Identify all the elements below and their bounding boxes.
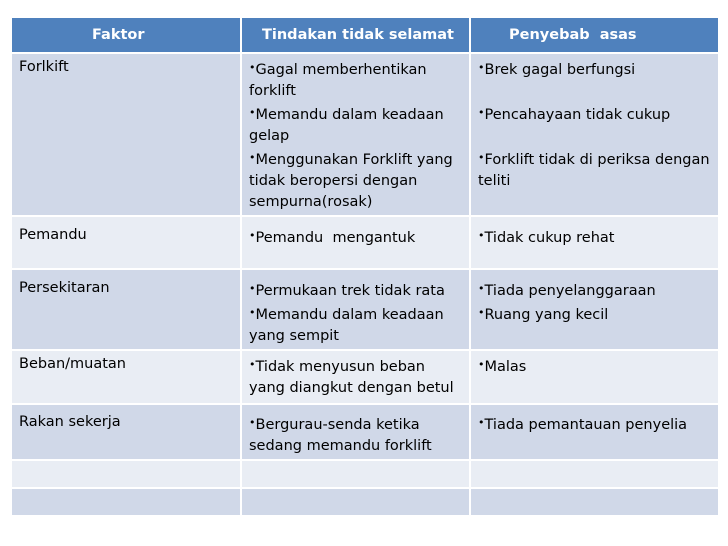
- factor-cell: Beban/muatan: [11, 350, 241, 404]
- table-row: [11, 216, 719, 269]
- unsafe-action-cell: [241, 216, 470, 269]
- header-tindakan: Tindakan tidak selamat: [241, 17, 470, 53]
- list-item: •Pemandu mengantuk: [249, 229, 416, 246]
- table-row: [11, 350, 719, 404]
- root-cause-cell: [470, 350, 719, 404]
- list-item: •Tidak menyusun beban yang diangkut dengan betul: [249, 358, 454, 396]
- factor-table-container: [10, 16, 718, 517]
- table-row: [11, 488, 719, 516]
- table-header-row: [11, 17, 719, 53]
- root-cause-cell: [470, 404, 719, 460]
- list-item: •Malas: [478, 358, 527, 375]
- list-item: •Bergurau-senda ketika sedang memandu forklift: [249, 416, 432, 454]
- header-faktor: Faktor: [11, 17, 241, 53]
- factor-cell: [11, 488, 241, 516]
- list-item: •Permukaan trek tidak rata: [249, 282, 445, 299]
- table-row: [11, 460, 719, 488]
- unsafe-action-cell: [241, 460, 470, 488]
- unsafe-action-cell: [241, 350, 470, 404]
- list-item: •Gagal memberhentikan forklift: [249, 61, 427, 99]
- root-cause-cell: [470, 269, 719, 350]
- root-cause-cell: [470, 488, 719, 516]
- factor-cell: Pemandu: [11, 216, 241, 269]
- factor-cell: Forlkift: [11, 53, 241, 216]
- list-item: •Ruang yang kecil: [478, 306, 609, 323]
- table-row: [11, 404, 719, 460]
- unsafe-action-cell: [241, 269, 470, 350]
- unsafe-action-cell: [241, 488, 470, 516]
- factor-cell: [11, 460, 241, 488]
- list-item: •Brek gagal berfungsi: [478, 61, 636, 78]
- list-item: •Memandu dalam keadaan gelap: [249, 106, 444, 144]
- root-cause-cell: [470, 216, 719, 269]
- list-item: •Menggunakan Forklift yang tidak beropersi dengan sempurna(rosak): [249, 151, 453, 210]
- list-item: •Tiada penyelanggaraan: [478, 282, 656, 299]
- table-row: [11, 53, 719, 216]
- list-item: •Forklift tidak di periksa dengan teliti: [478, 151, 710, 189]
- factor-cell: Persekitaran: [11, 269, 241, 350]
- factor-cell: Rakan sekerja: [11, 404, 241, 460]
- unsafe-action-cell: [241, 404, 470, 460]
- list-item: •Tidak cukup rehat: [478, 229, 615, 246]
- header-penyebab: Penyebab asas: [470, 17, 719, 53]
- table-row: [11, 269, 719, 350]
- list-item: •Tiada pemantauan penyelia: [478, 416, 688, 433]
- factor-table: [10, 16, 720, 517]
- root-cause-cell: [470, 460, 719, 488]
- unsafe-action-cell: [241, 53, 470, 216]
- root-cause-cell: [470, 53, 719, 216]
- list-item: •Pencahayaan tidak cukup: [478, 106, 671, 123]
- list-item: •Memandu dalam keadaan yang sempit: [249, 306, 444, 344]
